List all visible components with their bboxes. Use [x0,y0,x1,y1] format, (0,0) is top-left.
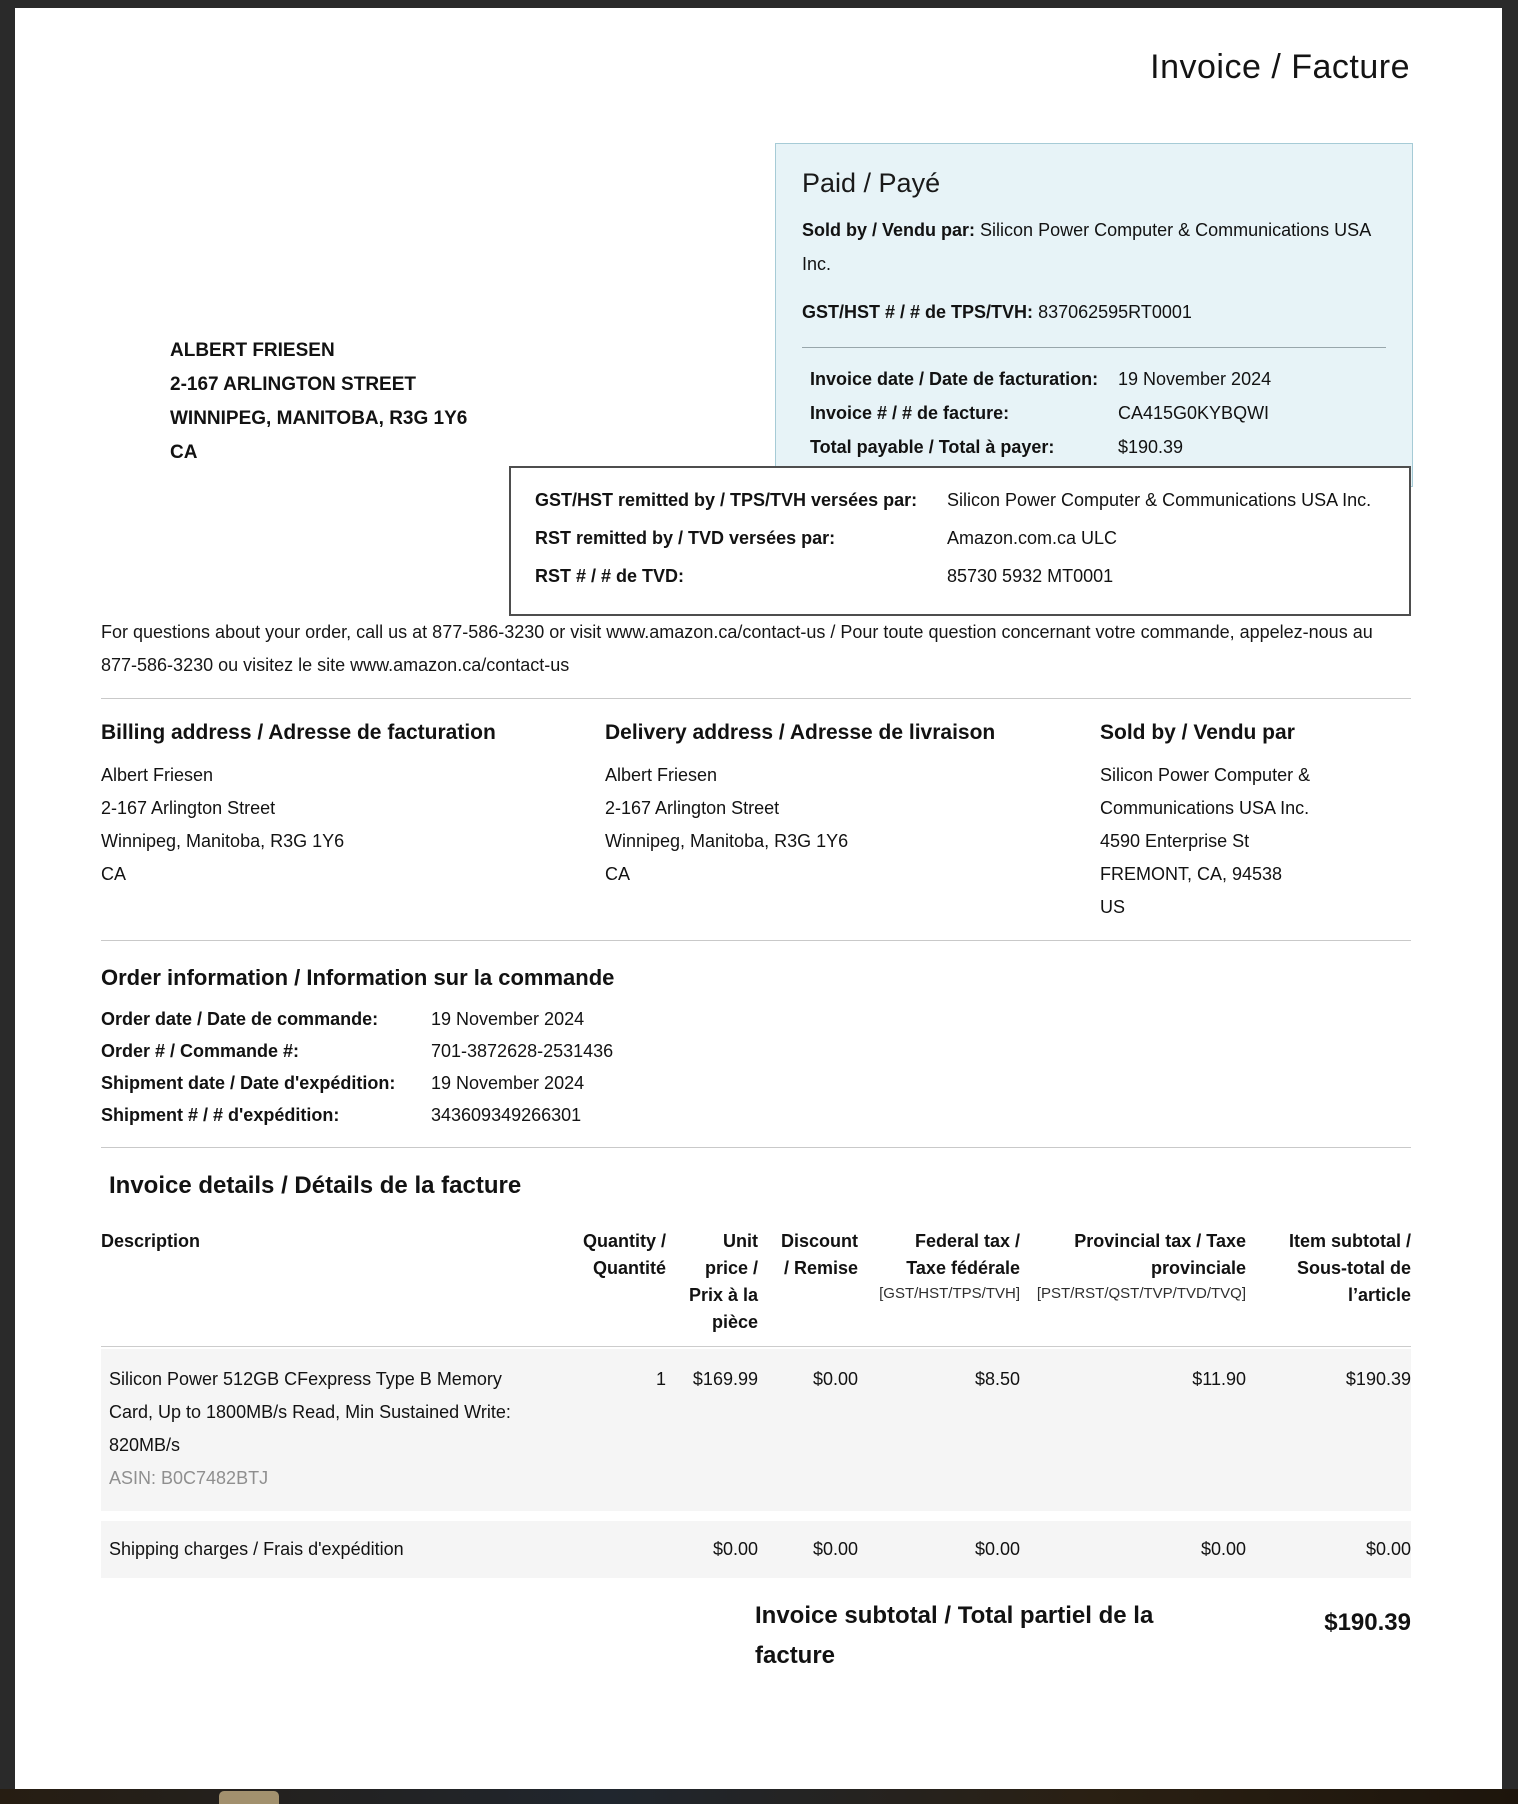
shipping-provincial-tax: $0.00 [1200,1539,1246,1559]
shipping-unit-price: $0.00 [712,1539,758,1559]
gst-remitted-label: GST/HST remitted by / TPS/TVH versées par: [535,490,918,510]
invoice-body [15,616,1502,1676]
item-discount: $0.00 [812,1369,858,1389]
tax-remittance-box [509,466,1411,616]
billing-address-line: 2-167 Arlington Street [101,798,276,818]
rst-number-row [535,562,1385,590]
invoice-details-table-header [101,1228,1411,1336]
sold-by-line [802,213,1386,281]
section-divider [101,698,1411,699]
item-quantity: 1 [655,1369,666,1389]
item-unit-price: $169.99 [692,1369,758,1389]
seller-address-line: 4590 Enterprise St [1100,831,1250,851]
shipment-number-value: 343609349266301 [431,1105,582,1125]
delivery-address-line: Winnipeg, Manitoba, R3G 1Y6 [605,831,849,851]
rst-remitted-value: Amazon.com.ca ULC [947,528,1118,548]
column-header-federal-tax [858,1228,1020,1336]
paid-status-title: Paid / Payé [802,168,941,198]
shipping-subtotal: $0.00 [1365,1539,1411,1559]
seller-address-heading: Sold by / Vendu par [1100,721,1295,744]
item-description: Silicon Power 512GB CFexpress Type B Memory Card, Up to 1800MB/s Read, Min Sustained Write: 820MB/s [109,1369,511,1455]
delivery-address-column [605,721,1100,924]
gst-number-value: 837062595RT0001 [1038,302,1192,322]
billing-address-heading: Billing address / Adresse de facturation [101,721,496,744]
order-date-label: Order date / Date de commande: [101,1009,379,1029]
section-divider [101,1147,1411,1148]
item-provincial-tax: $11.90 [1192,1369,1246,1389]
seller-address-column [1100,721,1411,924]
contact-note: For questions about your order, call us at 877-586-3230 or visit www.amazon.ca/contact-us / Pour toute question concernant votre commande, appelez-nous au 877-586-3230 ou visitez le site www.amazon.ca/contact-us [101,622,1373,675]
column-header-quantity: Quantity / Quantité [582,1231,666,1278]
column-header-provincial-tax [1020,1228,1246,1336]
seller-address-line: US [1100,897,1126,917]
order-date-row [101,1003,1411,1035]
order-number-label: Order # / Commande #: [101,1041,300,1061]
billing-address-line: Albert Friesen [101,765,214,785]
shipment-number-label: Shipment # / # d'expédition: [101,1105,340,1125]
sold-by-label: Sold by / Vendu par: [802,220,976,240]
invoice-page [15,8,1502,1789]
shipment-date-label: Shipment date / Date d'expédition: [101,1073,396,1093]
recipient-line: ALBERT FRIESEN [170,340,335,361]
shipping-description: Shipping charges / Frais d'expédition [109,1539,404,1559]
billing-address-line: Winnipeg, Manitoba, R3G 1Y6 [101,831,345,851]
gst-remitted-row [535,486,1385,514]
rst-remitted-label: RST remitted by / TVD versées par: [535,528,836,548]
invoice-details-heading: Invoice details / Détails de la facture [109,1172,522,1199]
total-payable-label: Total payable / Total à payer: [810,437,1055,457]
invoice-number-row [802,396,1386,430]
desktop-taskbar-sliver [0,1789,1518,1804]
invoice-number-value: CA415G0KYBQWI [1118,403,1270,423]
invoice-date-value: 19 November 2024 [1118,369,1272,389]
paid-box-divider [802,347,1386,348]
delivery-address-line: CA [605,864,631,884]
federal-tax-label: Federal tax / Taxe fédérale [906,1231,1020,1278]
provincial-tax-label: Provincial tax / Taxe provinciale [1074,1231,1246,1278]
seller-address-line: Communications USA Inc. [1100,798,1310,818]
rst-number-value: 85730 5932 MT0001 [947,566,1114,586]
column-header-discount: Discount / Remise [780,1231,858,1278]
seller-address-line: FREMONT, CA, 94538 [1100,864,1283,884]
rst-remitted-row [535,524,1385,552]
billing-address-line: CA [101,864,127,884]
table-row-shipping [101,1521,1411,1578]
total-payable-row [802,430,1386,464]
invoice-subtotal-label: Invoice subtotal / Total partiel de la facture [755,1602,1154,1669]
column-header-item-subtotal: Item subtotal / Sous-total de l’article [1288,1231,1411,1305]
invoice-subtotal-value: $190.39 [1324,1609,1411,1636]
table-row [101,1349,1411,1511]
sold-by-value: Silicon Power Computer & Communications USA Inc. [802,220,1371,274]
shipment-date-row [101,1067,1411,1099]
delivery-address-heading: Delivery address / Adresse de livraison [605,721,996,744]
taskbar-item[interactable] [219,1791,279,1804]
shipment-number-row [101,1099,1411,1131]
shipping-federal-tax: $0.00 [974,1539,1020,1559]
gst-number-line [802,295,1386,329]
table-header-divider [101,1346,1411,1347]
recipient-line: CA [170,442,198,463]
invoice-subtotal-section [101,1596,1411,1676]
item-description-cell [101,1363,566,1495]
seller-address-line: Silicon Power Computer & [1100,765,1311,785]
invoice-date-label: Invoice date / Date de facturation: [810,369,1099,389]
federal-tax-sublabel: [GST/HST/TPS/TVH] [879,1285,1020,1302]
column-header-unit-price: Unit price / Prix à la pièce [688,1231,758,1332]
shipment-date-value: 19 November 2024 [431,1073,585,1093]
page-title: Invoice / Facture [1150,48,1410,86]
item-subtotal: $190.39 [1345,1369,1411,1389]
provincial-tax-sublabel: [PST/RST/QST/TVP/TVD/TVQ] [1036,1285,1246,1302]
item-federal-tax: $8.50 [974,1369,1020,1389]
order-information-heading: Order information / Information sur la commande [101,965,615,990]
delivery-address-line: 2-167 Arlington Street [605,798,780,818]
billing-address-column [101,721,605,924]
recipient-address-block [170,334,467,470]
shipping-discount: $0.00 [812,1539,858,1559]
order-date-value: 19 November 2024 [431,1009,585,1029]
recipient-line: 2-167 ARLINGTON STREET [170,374,416,395]
invoice-number-label: Invoice # / # de facture: [810,403,1010,423]
addresses-section [101,721,1411,924]
gst-number-label: GST/HST # / # de TPS/TVH: [802,302,1034,322]
order-information-section [101,965,1411,1131]
delivery-address-line: Albert Friesen [605,765,718,785]
invoice-header-section [15,8,1502,606]
total-payable-value: $190.39 [1118,437,1184,457]
recipient-line: WINNIPEG, MANITOBA, R3G 1Y6 [170,408,468,429]
item-asin: ASIN: B0C7482BTJ [109,1468,269,1488]
order-number-value: 701-3872628-2531436 [431,1041,614,1061]
column-header-description: Description [101,1231,201,1251]
invoice-date-row [802,362,1386,396]
paid-status-box [775,143,1413,487]
rst-number-label: RST # / # de TVD: [535,566,685,586]
order-number-row [101,1035,1411,1067]
section-divider [101,940,1411,941]
gst-remitted-value: Silicon Power Computer & Communications USA Inc. [947,490,1372,510]
